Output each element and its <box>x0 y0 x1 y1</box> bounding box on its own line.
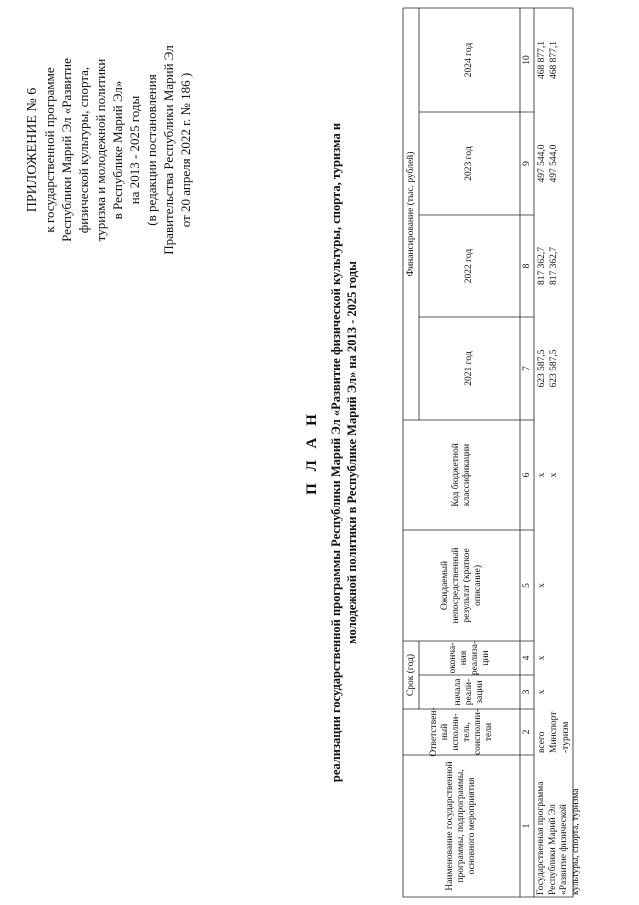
financing-2023: 497 544,0 <box>537 144 547 183</box>
header-term-end: оконча-ния реализа-ции <box>447 640 491 676</box>
term-end-value: x <box>537 655 547 661</box>
header-kbk: Код бюджетной классификации <box>450 443 472 507</box>
header-year-2021: 2021 год <box>464 351 474 386</box>
appendix-line: на 2013 - 2025 годы <box>127 95 142 205</box>
column-number: 4 <box>522 655 532 661</box>
financing-2021: 623 587,5 <box>537 349 547 388</box>
financing-2024: 468 877,1 <box>537 41 547 79</box>
financing-2022: 817 362,7 <box>537 247 547 285</box>
program-name-line: Республики Марий Эл <box>547 804 558 895</box>
column-number: 3 <box>522 689 532 695</box>
financing-2024: 468 877,1 <box>549 41 559 79</box>
appendix-line: туризма и молодежной политики <box>93 58 108 242</box>
header-term: Срок (год) <box>405 653 416 697</box>
program-name-line: «Развитие физической <box>559 804 569 895</box>
appendix-line: ПРИЛОЖЕНИЕ № 6 <box>25 87 40 213</box>
appendix-line: к государственной программе <box>42 67 57 233</box>
appendix-line: физической культуры, спорта, <box>76 66 91 234</box>
appendix-line: Правительства Республики Марий Эл <box>161 45 176 255</box>
header-year-2022: 2022 год <box>464 248 474 284</box>
appendix-line: в Республике Марий Эл» <box>110 80 125 220</box>
column-number: 5 <box>522 583 532 588</box>
header-year-2023: 2023 год <box>464 146 474 181</box>
plan-title: П Л А Н <box>304 410 320 495</box>
financing-2023: 497 544,0 <box>549 144 559 183</box>
program-name-line: Государственная программа <box>536 781 546 895</box>
header-responsible: Ответствен-ный исполни-тель, соисполни-тели <box>428 707 494 757</box>
result-value: x <box>537 583 547 588</box>
column-number: 1 <box>522 823 532 829</box>
financing-2022: 817 362,7 <box>549 247 559 285</box>
header-result: Ожидаемый непосредственный результат (краткое описание) <box>439 547 483 624</box>
responsible-ministry: Минспорт-туризм <box>549 711 571 753</box>
plan-subtitle-line: молодежной политики в Республике Марий Эл» на 2013 - 2025 годы <box>345 261 359 644</box>
kbk-value: x <box>549 472 559 478</box>
appendix-line: Республики Марий Эл «Развитие <box>59 58 74 242</box>
column-number: 7 <box>522 366 532 371</box>
table-row-program-name <box>536 755 582 895</box>
appendix-line: (в редакции постановления <box>144 74 159 226</box>
column-number: 2 <box>522 729 532 735</box>
header-term-start: начала реали-зации <box>453 678 485 706</box>
column-number: 8 <box>522 263 532 269</box>
header-year-2024: 2024 год <box>464 42 474 78</box>
plan-subtitle-line: реализации государственной программы Республики Марий Эл «Развитие физической культуры, спорта, туризма и <box>329 122 343 783</box>
responsible-total: всего <box>537 731 547 753</box>
financing-2021: 623 587,5 <box>549 349 559 388</box>
header-name: Наименование государственной программы, подпрограммы, основного мероприятия <box>445 761 477 891</box>
term-start-value: x <box>537 689 547 695</box>
header-financing: Финансирование (тыс. рублей) <box>405 151 416 277</box>
column-number: 6 <box>522 472 532 478</box>
kbk-value: x <box>537 472 547 478</box>
column-number: 9 <box>522 161 532 166</box>
appendix-line: от 20 апреля 2022 г. № 186 ) <box>178 72 193 228</box>
program-name-line: культуры, спорта, туризма <box>570 788 581 895</box>
column-number: 10 <box>522 55 532 65</box>
